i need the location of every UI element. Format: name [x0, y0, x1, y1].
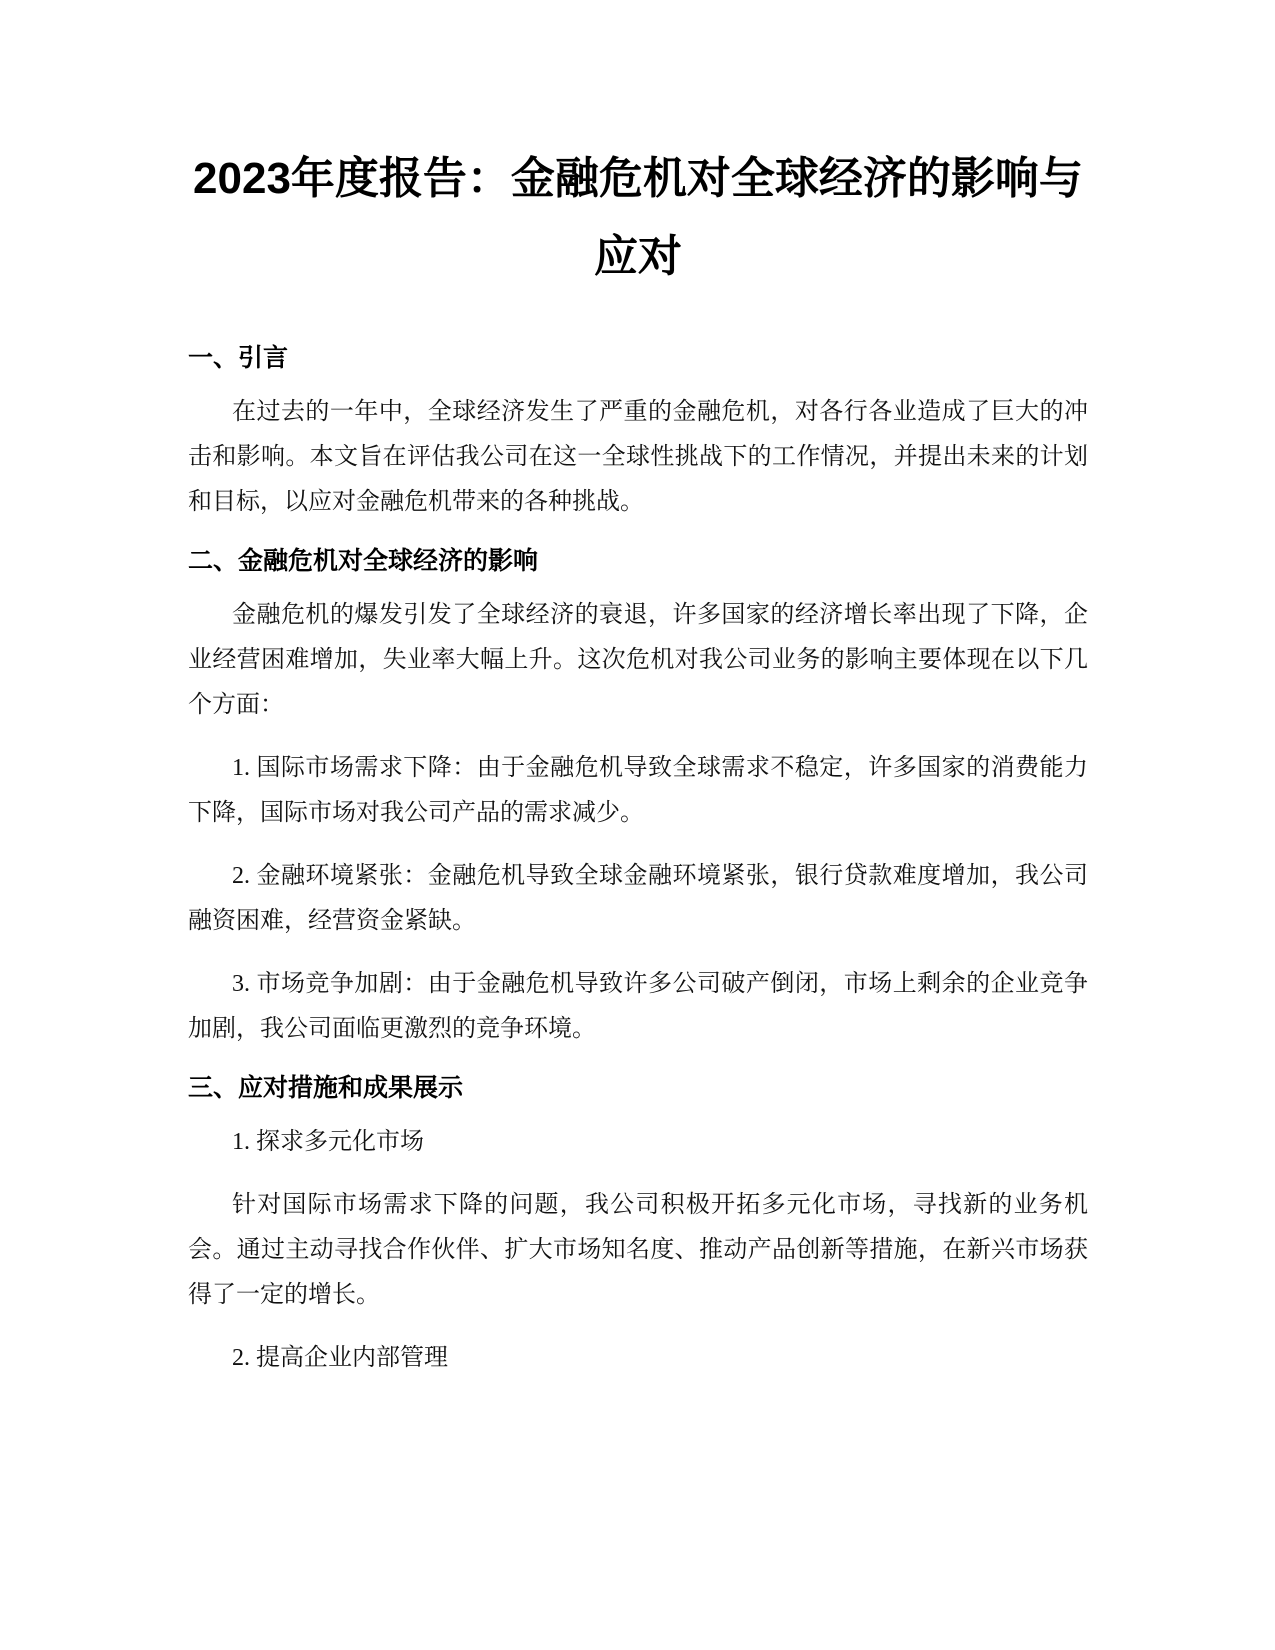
section-heading: 二、金融危机对全球经济的影响	[188, 547, 539, 575]
subsection-label: 2. 提高企业内部管理	[232, 1345, 448, 1371]
page-title: 2023年度报告：金融危机对全球经济的影响与应对	[193, 154, 1083, 281]
list-item: 1. 国际市场需求下降：由于金融危机导致全球需求不稳定，许多国家的消费能力下降，国际市场对我公司产品的需求减少。	[188, 755, 1088, 826]
section-impact	[188, 543, 1088, 1052]
list-item: 3. 市场竞争加剧：由于金融危机导致许多公司破产倒闭，市场上剩余的企业竞争加剧，我公司面临更激烈的竞争环境。	[188, 971, 1088, 1042]
list-item: 2. 金融环境紧张：金融危机导致全球金融环境紧张，银行贷款难度增加，我公司融资困难，经营资金紧缺。	[188, 863, 1088, 934]
section-heading: 一、引言	[188, 344, 289, 372]
document-body	[188, 140, 1088, 1399]
paragraph: 金融危机的爆发引发了全球经济的衰退，许多国家的经济增长率出现了下降，企业经营困难增加，失业率大幅上升。这次危机对我公司业务的影响主要体现在以下几个方面：	[188, 602, 1088, 718]
section-measures	[188, 1070, 1088, 1381]
section-introduction	[188, 340, 1088, 525]
subsection-label: 1. 探求多元化市场	[232, 1129, 424, 1155]
paragraph: 针对国际市场需求下降的问题，我公司积极开拓多元化市场，寻找新的业务机会。通过主动寻找合作伙伴、扩大市场知名度、推动产品创新等措施，在新兴市场获得了一定的增长。	[188, 1192, 1088, 1308]
paragraph: 在过去的一年中，全球经济发生了严重的金融危机，对各行各业造成了巨大的冲击和影响。本文旨在评估我公司在这一全球性挑战下的工作情况，并提出未来的计划和目标，以应对金融危机带来的各种挑战。	[188, 399, 1088, 515]
section-heading: 三、应对措施和成果展示	[188, 1074, 464, 1102]
